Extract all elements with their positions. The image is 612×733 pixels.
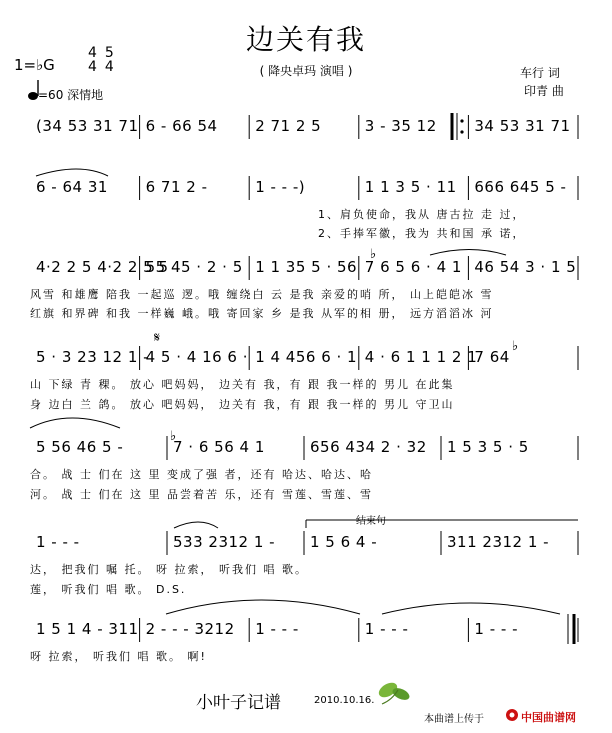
lyric-line: 呀 拉索， 听我们 唱 歌。 啊! xyxy=(30,650,207,663)
measure: 1 5 6 4 - xyxy=(310,533,378,551)
measure: 4 · 6 1 1 1 2 1 xyxy=(364,348,478,366)
lyricist-credit: 车行 词 xyxy=(520,66,560,80)
measure: 7 64 xyxy=(474,348,510,366)
lyric-line: 山 下绿 青 稞。 放心 吧妈妈， 边关有 我，有 跟 我一样的 男儿 在此集 xyxy=(30,378,455,391)
meter-bottom-2: 4 xyxy=(104,59,114,75)
tempo-marking: =60 深情地 xyxy=(38,88,104,102)
flat-icon: ♭ xyxy=(370,247,377,262)
final-barline xyxy=(568,614,574,644)
lyric-line: 合。 战 士 们在 这 里 变成了强 者，还有 哈达、哈达、哈 xyxy=(30,468,373,481)
measure: 6 71 2 - xyxy=(145,178,208,196)
measure: 1 1 3 5 · 11 xyxy=(364,178,457,196)
measure: 5 56 46 5 - xyxy=(36,438,124,456)
measure: 656 434 2 · 32 xyxy=(310,438,427,456)
lyric-line: 风雪 和雄鹰 陪我 一起巡 逻。哦 缠绕白 云 是我 亲爱的哨 所， 山上皑皑冰 雪 xyxy=(30,288,494,301)
slurs xyxy=(30,169,560,614)
key-signature: 1=♭G xyxy=(14,56,55,74)
measure: 1 - - - xyxy=(255,620,299,638)
ending-label: 结束句 xyxy=(356,516,386,527)
measure: 1 - - -) xyxy=(255,178,306,196)
meter-top-1: 4 xyxy=(88,45,97,61)
measure: 7 6 5 6 · 4 1 xyxy=(364,258,462,276)
upload-note: 本曲谱上传于 xyxy=(424,714,484,725)
measure: 7 · 6 56 4 1 xyxy=(173,438,265,456)
lyric-line: 1、肩负使命，我从 唐古拉 走 过， xyxy=(318,208,526,221)
measure: 2 71 2 5 xyxy=(255,117,322,135)
measure: 1 - - - xyxy=(364,620,409,638)
performer-line: ( 降央卓玛 演唱 ) xyxy=(259,64,353,78)
measure: 6 - 64 31 xyxy=(36,178,108,196)
measure: 4 5 · 4 16 6 · xyxy=(145,348,248,366)
measure: 1 - - - xyxy=(36,533,80,551)
measure: 1 5 3 5 · 5 xyxy=(447,438,529,456)
meter-top-2: 5 xyxy=(104,45,114,61)
measure: 2 - - - 3212 xyxy=(145,620,235,638)
measure: 5 · 3 23 12 1 - xyxy=(36,348,150,366)
measure: 533 2312 1 - xyxy=(173,533,276,551)
measure: 34 53 31 71 xyxy=(474,117,571,135)
repeat-sign-start xyxy=(452,113,464,140)
transcription-date: 2010.10.16. xyxy=(314,695,375,706)
measure: 6 - 66 54 xyxy=(145,117,218,135)
ending-bracket xyxy=(306,520,578,528)
measure: 1 5 1 4 - 311 xyxy=(36,620,139,638)
measure: 1 - - - xyxy=(474,620,518,638)
song-title: 边关有我 xyxy=(245,23,366,56)
transcriber-signature: 小叶子记谱 xyxy=(196,693,281,713)
measure: 55 45 · 2 · 5 xyxy=(145,258,243,276)
composer-credit: 印青 曲 xyxy=(524,84,564,98)
barlines xyxy=(140,115,578,642)
leaf-icon xyxy=(376,680,411,704)
site-logo-text[interactable]: 中国曲谱网 xyxy=(521,711,576,724)
measure: 3 - 35 12 xyxy=(364,117,437,135)
measure: 1 4 456 6 · 1 xyxy=(255,348,358,366)
measure: 1 1 35 5 · 56 xyxy=(255,258,358,276)
measure: 311 2312 1 - xyxy=(447,533,550,551)
site-logo-icon xyxy=(506,709,518,721)
meter-bottom-1: 4 xyxy=(88,59,97,75)
measure: 4·2 2 5 4·2 2 5 5 xyxy=(36,258,169,276)
flat-icon: ♭ xyxy=(170,429,177,444)
lyric-line: 莲， 听我们 唱 歌。 D.S. xyxy=(30,583,187,596)
lyric-line: 红旗 和界碑 和我 一样巍 峨。哦 寄回家 乡 是我 从军的相 册， 远方滔滔冰 河 xyxy=(30,307,494,320)
segno-icon: 𝄋 xyxy=(154,330,161,346)
lyric-line: 河。 战 士 们在 这 里 品尝着苦 乐，还有 雪莲、雪莲、雪 xyxy=(30,488,373,501)
measure: (34 53 31 71 xyxy=(36,117,139,135)
lyric-line: 身 边白 兰 鸽。 放心 吧妈妈， 边关有 我，有 跟 我一样的 男儿 守卫山 xyxy=(30,398,455,411)
measure: 666 645 5 - xyxy=(474,178,567,196)
flat-icon: ♭ xyxy=(512,339,519,354)
measure: 46 54 3 · 1 5 xyxy=(474,258,577,276)
lyric-line: 达， 把我们 嘱 托。 呀 拉索， 听我们 唱 歌。 xyxy=(30,563,308,576)
lyric-line: 2、手捧军徽，我为 共和国 承 诺， xyxy=(318,227,526,240)
